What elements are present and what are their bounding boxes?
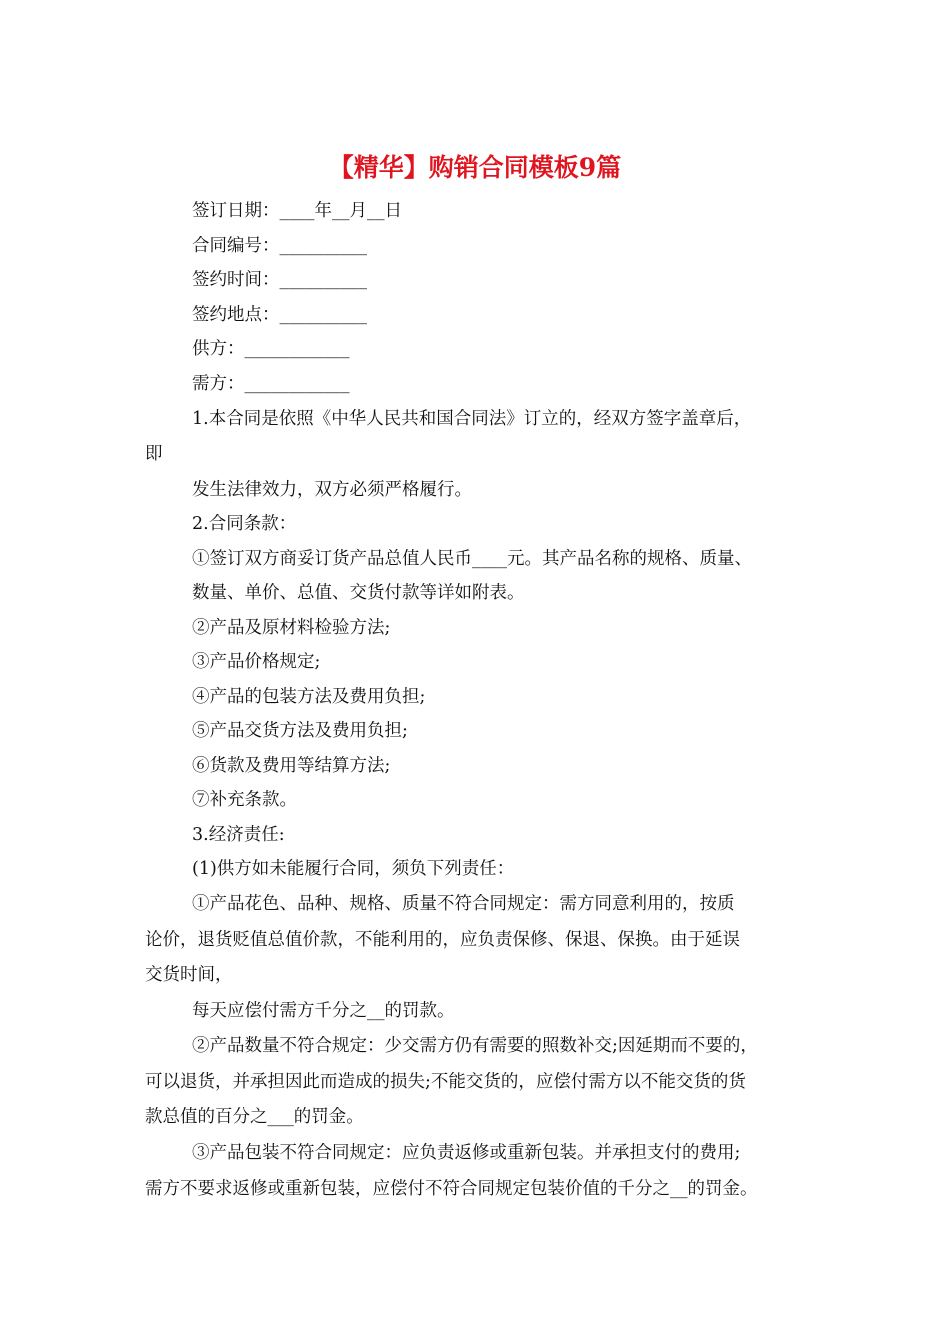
- clause-1-wrap-line: 即: [145, 444, 163, 464]
- clause-3-item-3-wrap-line: 需方不要求返修或重新包装，应偿付不符合同规定包装价值的千分之__的罚金。: [145, 1179, 758, 1199]
- clause-3-item-2-wrap-line-2: 款总值的百分之___的罚金。: [145, 1107, 364, 1127]
- clause-3-item-1-wrap-line: 论价，退货贬值总值价款，不能利用的，应负责保修、保退、保换。由于延误: [145, 930, 740, 950]
- clause-3-item-1-wrap-line-2: 交货时间，: [145, 965, 233, 985]
- clause-2-item-6-line: ⑥货款及费用等结算方法;: [192, 756, 391, 776]
- clause-1-continued-line: 发生法律效力，双方必须严格履行。: [192, 480, 472, 500]
- signing-time-line: 签约时间：__________: [192, 270, 367, 290]
- clause-3-item-1-line: ①产品花色、品种、规格、质量不符合同规定：需方同意利用的，按质: [192, 894, 735, 914]
- document-title: 【精华】购销合同模板9篇: [328, 153, 622, 182]
- clause-3-sub-1-line: (1)供方如未能履行合同，须负下列责任：: [192, 859, 515, 879]
- clause-2-heading: 2.合同条款：: [192, 514, 297, 534]
- signing-place-line: 签约地点：__________: [192, 305, 367, 325]
- clause-3-item-1-penalty-line: 每天应偿付需方千分之__的罚款。: [192, 1001, 455, 1021]
- supplier-line: 供方：____________: [192, 339, 350, 359]
- clause-2-item-1-line: ①签订双方商妥订货产品总值人民币____元。其产品名称的规格、质量、: [192, 549, 752, 569]
- clause-3-heading: 3.经济责任:: [192, 825, 285, 845]
- signing-date-line: 签订日期：____年__月__日: [192, 201, 402, 221]
- clause-2-item-5-line: ⑤产品交货方法及费用负担;: [192, 721, 408, 741]
- contract-number-line: 合同编号：__________: [192, 236, 367, 256]
- buyer-line: 需方：____________: [192, 374, 350, 394]
- clause-2-item-3-line: ③产品价格规定;: [192, 652, 321, 672]
- clause-1-line: 1.本合同是依照《中华人民共和国合同法》订立的，经双方签字盖章后，: [192, 409, 752, 429]
- clause-3-item-2-wrap-line: 可以退货，并承担因此而造成的损失;不能交货的，应偿付需方以不能交货的货: [145, 1072, 746, 1092]
- clause-2-item-4-line: ④产品的包装方法及费用负担;: [192, 687, 426, 707]
- clause-2-item-2-line: ②产品及原材料检验方法;: [192, 618, 391, 638]
- clause-2-item-1-continued-line: 数量、单价、总值、交货付款等详如附表。: [192, 583, 525, 603]
- clause-3-item-3-line: ③产品包装不符合同规定：应负责返修或重新包装。并承担支付的费用;: [192, 1143, 741, 1163]
- clause-2-item-7-line: ⑦补充条款。: [192, 790, 297, 810]
- clause-3-item-2-line: ②产品数量不符合规定：少交需方仍有需要的照数补交;因延期而不要的，: [192, 1036, 758, 1056]
